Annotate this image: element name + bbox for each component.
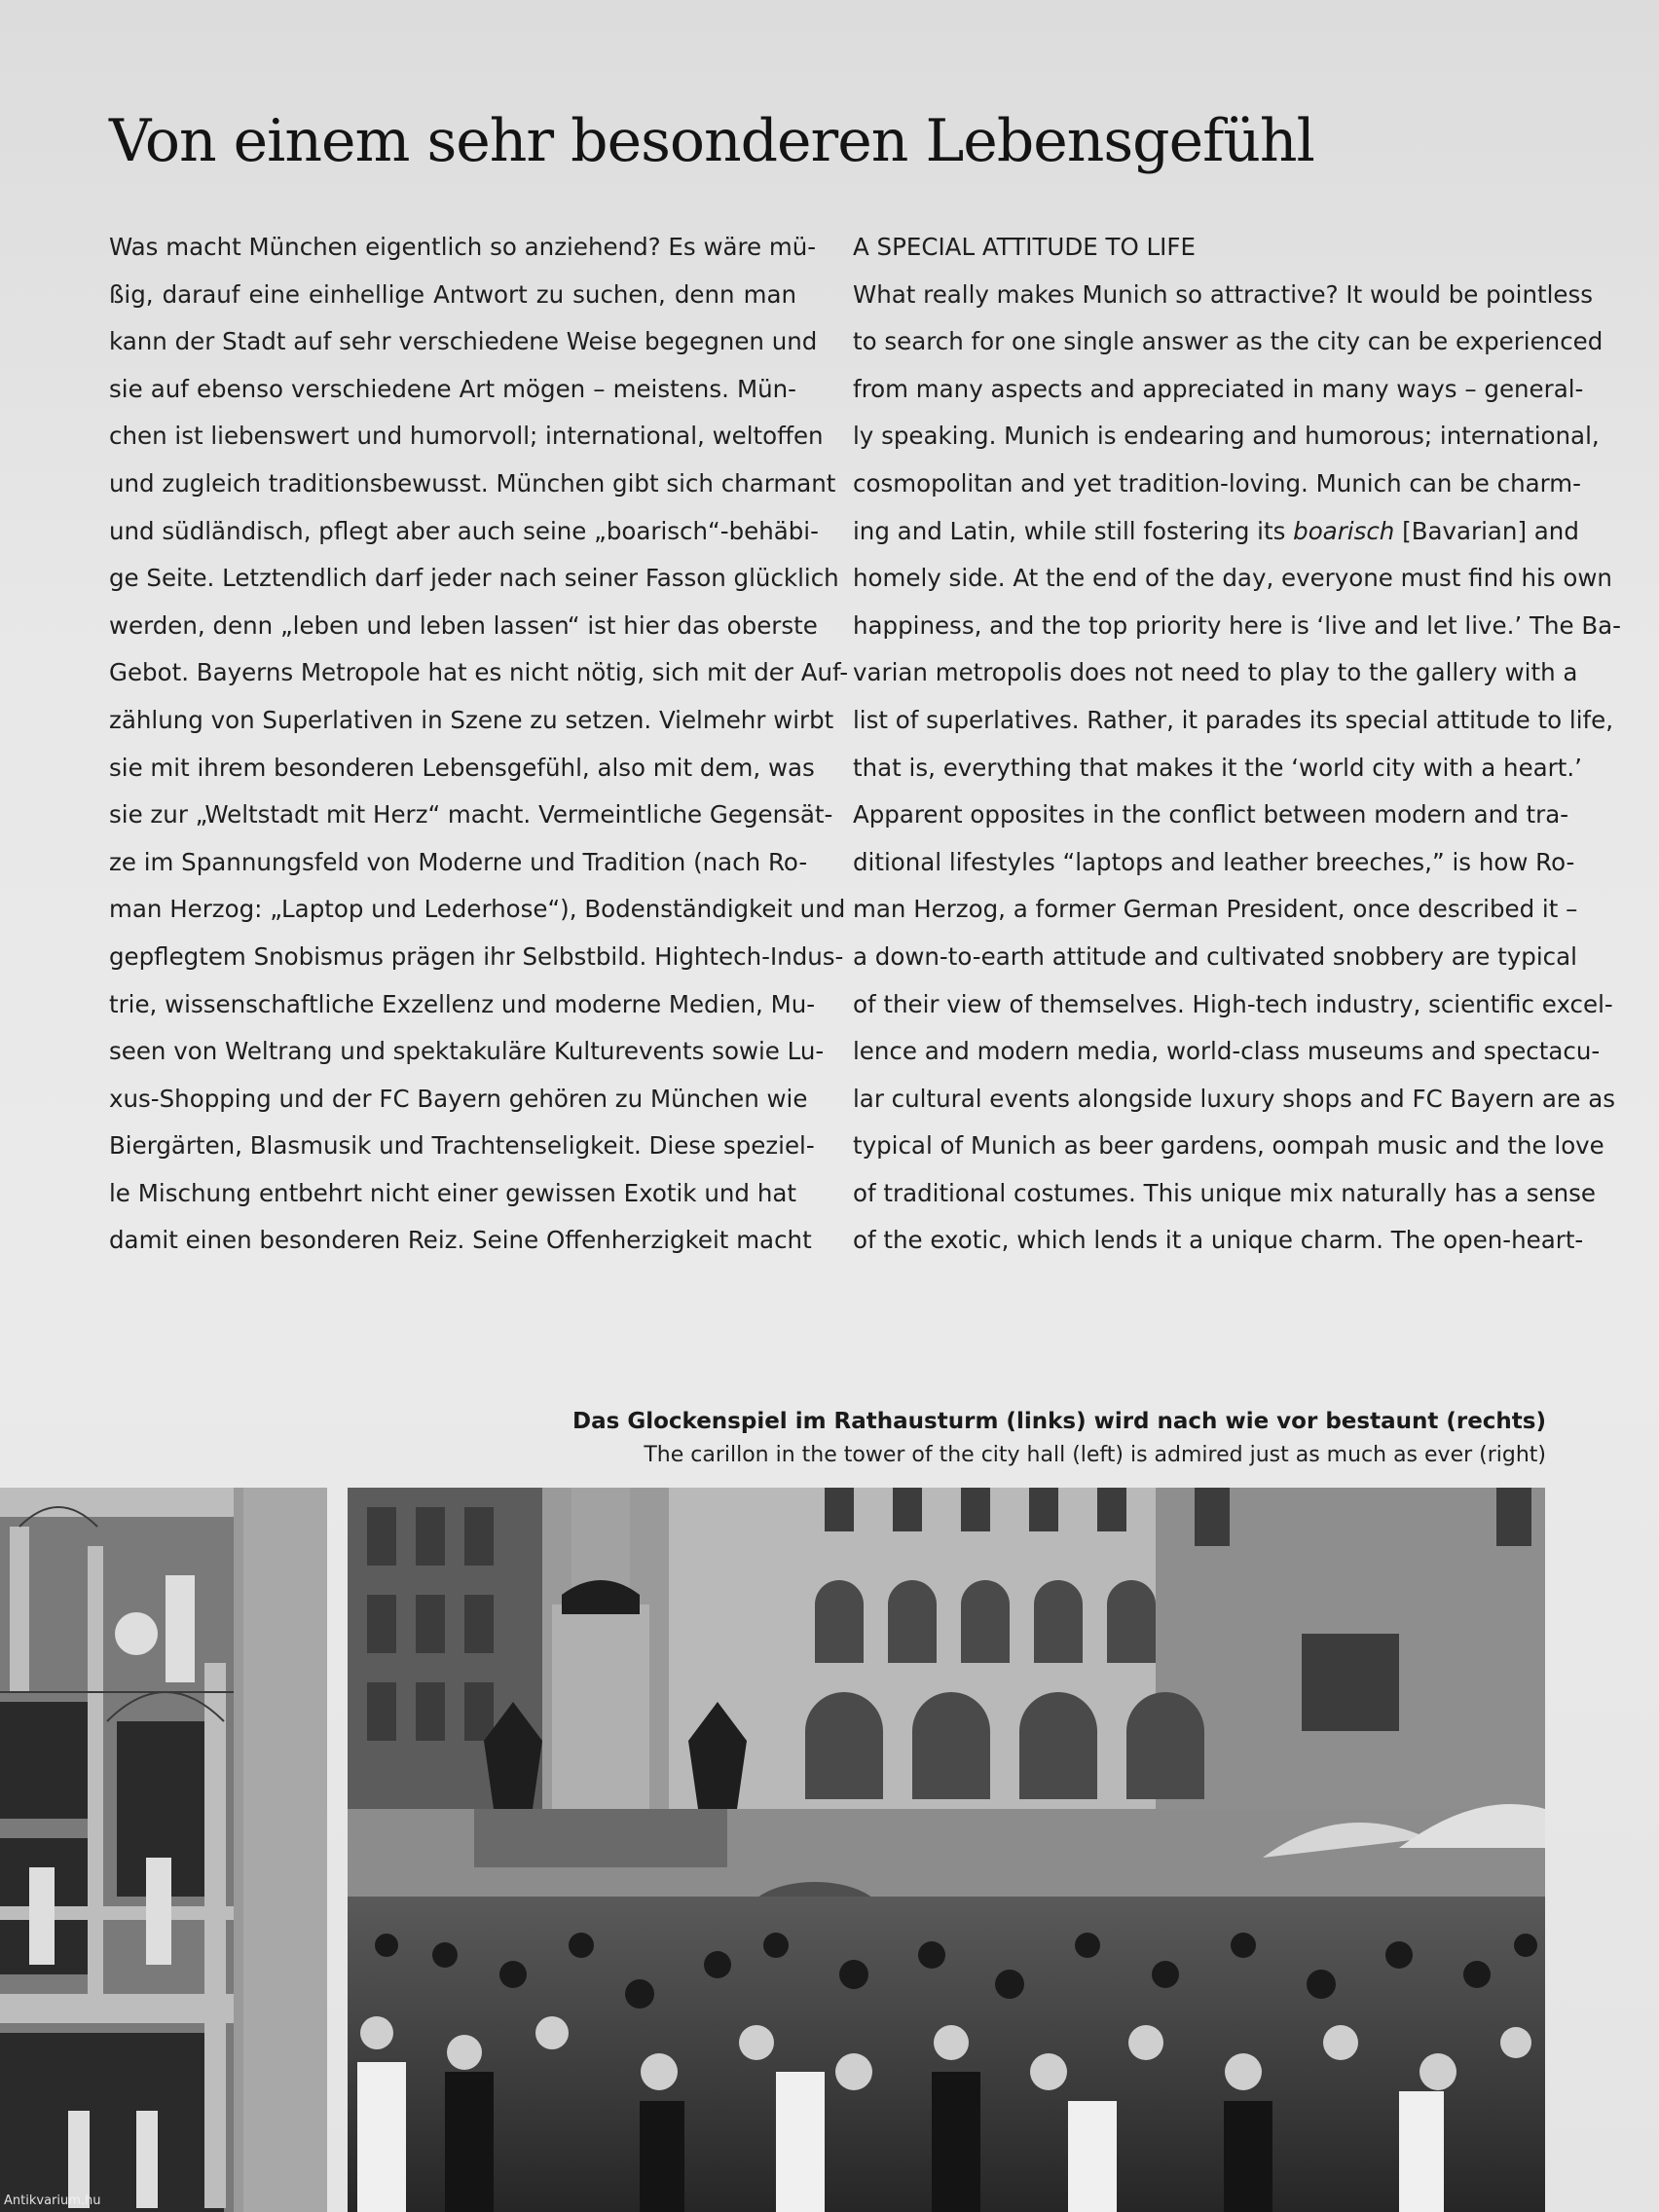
english-line: typical of Munich as beer gardens, oompah music and the love xyxy=(853,1131,1604,1161)
watermark: Antikvarium.hu xyxy=(4,2194,101,2208)
english-line: happiness, and the top priority here is ‘live and let live.’ The Ba- xyxy=(853,610,1622,640)
english-line-with-italic xyxy=(853,508,1579,556)
english-text-column xyxy=(853,224,1622,1265)
german-line: damit einen besonderen Reiz. Seine Offenherzigkeit macht xyxy=(109,1226,812,1255)
german-line: man Herzog: „Laptop und Lederhose“), Bodenständigkeit und xyxy=(109,895,846,924)
english-line: What really makes Munich so attractive? It would be pointless xyxy=(853,279,1594,309)
german-line: ze im Spannungsfeld von Moderne und Tradition (nach Ro- xyxy=(109,847,808,876)
german-line: seen von Weltrang und spektakuläre Kulturevents sowie Lu- xyxy=(109,1037,825,1066)
caption-german: Das Glockenspiel im Rathausturm (links) wird nach wie vor bestaunt (rechts) xyxy=(572,1409,1546,1434)
page-title: Von einem sehr besonderen Lebensgefühl xyxy=(109,107,1314,175)
english-line: to search for one single answer as the city can be experienced xyxy=(853,327,1604,356)
german-line: werden, denn „leben und leben lassen“ ist hier das oberste xyxy=(109,610,818,640)
marienplatz-crowd-photo xyxy=(348,1488,1545,2212)
english-line: Apparent opposites in the conflict between modern and tra- xyxy=(853,800,1569,830)
german-line: xus-Shopping und der FC Bayern gehören zu München wie xyxy=(109,1084,808,1113)
caption-english: The carillon in the tower of the city hall (left) is admired just as much as ever (right) xyxy=(644,1443,1546,1467)
english-line: lence and modern media, world-class museums and spectacu- xyxy=(853,1037,1601,1066)
german-line: sie zur „Weltstadt mit Herz“ macht. Vermeintliche Gegensät- xyxy=(109,800,833,830)
english-line: of their view of themselves. High-tech industry, scientific excel- xyxy=(853,989,1613,1018)
english-line: lar cultural events alongside luxury shops and FC Bayern are as xyxy=(853,1084,1616,1113)
english-line: cosmopolitan and yet tradition-loving. Munich can be charm- xyxy=(853,468,1581,498)
german-line: gepflegtem Snobismus prägen ihr Selbstbild. Hightech-Indus- xyxy=(109,941,844,971)
german-line: ge Seite. Letztendlich darf jeder nach seiner Fasson glücklich xyxy=(109,564,839,593)
german-line: trie, wissenschaftliche Exzellenz und moderne Medien, Mu- xyxy=(109,989,816,1018)
english-line: ly speaking. Munich is endearing and humorous; international, xyxy=(853,422,1600,451)
german-line: Gebot. Bayerns Metropole hat es nicht nötig, sich mit der Auf- xyxy=(109,658,849,687)
english-line: ditional lifestyles “laptops and leather breeches,” is how Ro- xyxy=(853,847,1575,876)
german-line: und südländisch, pflegt aber auch seine „boarisch“-behäbi- xyxy=(109,516,819,545)
german-line: sie mit ihrem besonderen Lebensgefühl, also mit dem, was xyxy=(109,753,815,782)
english-line: of traditional costumes. This unique mix naturally has a sense xyxy=(853,1178,1597,1207)
italic-word: boarisch xyxy=(1293,516,1395,545)
german-line: Was macht München eigentlich so anziehend? Es wäre mü- xyxy=(109,233,817,261)
english-heading: A SPECIAL ATTITUDE TO LIFE xyxy=(853,233,1196,261)
english-line: man Herzog, a former German President, once described it – xyxy=(853,895,1578,924)
german-line: le Mischung entbehrt nicht einer gewissen Exotik und hat xyxy=(109,1178,796,1207)
german-line: chen ist liebenswert und humorvoll; international, weltoffen xyxy=(109,422,824,451)
english-line: list of superlatives. Rather, it parades its special attitude to life, xyxy=(853,705,1613,734)
english-line: a down-to-earth attitude and cultivated snobbery are typical xyxy=(853,941,1577,971)
german-line: sie auf ebenso verschiedene Art mögen – meistens. Mün- xyxy=(109,374,796,403)
photo-caption xyxy=(572,1404,1546,1472)
english-line: of the exotic, which lends it a unique charm. The open-heart- xyxy=(853,1226,1584,1255)
german-line: zählung von Superlativen in Szene zu setzen. Vielmehr wirbt xyxy=(109,705,834,734)
german-line: kann der Stadt auf sehr verschiedene Weise begegnen und xyxy=(109,327,818,356)
english-line: from many aspects and appreciated in many ways – general- xyxy=(853,374,1584,403)
glockenspiel-photo xyxy=(0,1488,327,2212)
german-line: und zugleich traditionsbewusst. München gibt sich charmant xyxy=(109,468,836,498)
english-line-start: ing and Latin, while still fostering its xyxy=(853,516,1294,545)
english-line: homely side. At the end of the day, everyone must find his own xyxy=(853,564,1612,593)
german-line: Biergärten, Blasmusik und Trachtenseligkeit. Diese speziel- xyxy=(109,1131,815,1161)
german-line: ßig, darauf eine einhellige Antwort zu suchen, denn man xyxy=(109,279,796,309)
german-text-column xyxy=(109,224,849,1265)
english-line: that is, everything that makes it the ‘world city with a heart.’ xyxy=(853,753,1582,782)
english-line-end: [Bavarian] and xyxy=(1394,516,1579,545)
english-line: varian metropolis does not need to play to the gallery with a xyxy=(853,658,1578,687)
